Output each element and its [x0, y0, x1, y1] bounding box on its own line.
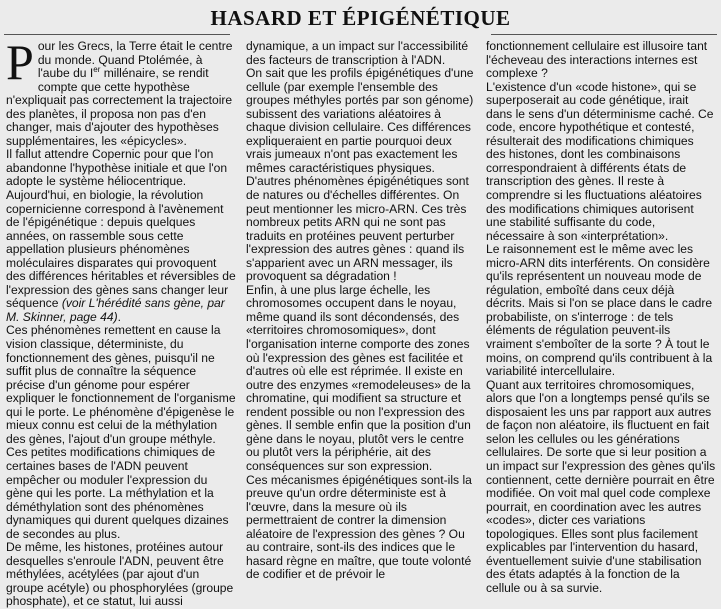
- paragraph-text: Aujourd'hui, en biologie, la révolution copernicienne correspond à l'avènement de l'épigénétique : depuis quelques années, on rassemble sous cette appellation plusieurs phénomènes moléculaires disparates qui provoquent des différences héritables et réversibles de l'expression des gènes sans changer leur séquence: [6, 188, 236, 311]
- paragraph: Ces mécanismes épigénétiques sont-ils la preuve qu'un ordre déterministe est à l'œuvre, dans la mesure où ils permettraient de contrer la dimension aléatoire de l'expression des gènes ? Ou au contraire, sont-ils des indices que le hasard règne en maître, que toute volonté de codifier et de prévoir le: [246, 472, 472, 582]
- paragraph: Ces phénomènes remettent en cause la vision classique, déterministe, du fonctionnement des gènes, puisqu'il ne suffit plus de connaître la séquence précise d'un génome pour espérer expliquer le fonctionnement de l'organisme qui le porte. Le phénomène d'épigenèse le mieux connu est celui de la méthylation des gènes, l'ajout d'un groupe méthyle. Ces petites modifications chimiques de certaines bases de l'ADN peuvent empêcher ou moduler l'expression du gène qui les porte. La méthylation et la déméthylation sont des phénomènes dynamiques qui durent quelques dizaines de secondes au plus.: [6, 323, 236, 541]
- paragraph: fonctionnement cellulaire est illusoire tant l'écheveau des interactions internes est complexe ?: [486, 39, 708, 81]
- column-2: [246, 40, 476, 596]
- paragraph: Il fallut attendre Copernic pour que l'on abandonne l'hypothèse initiale et que l'on adopte le système héliocentrique.: [6, 147, 228, 189]
- paragraph: dynamique, a un impact sur l'accessibilité des facteurs de transcription à l'ADN.: [246, 39, 469, 67]
- column-1: [6, 34, 236, 609]
- cross-reference: (voir L'hérédité sans gène, par M. Skinner, page 44): [6, 296, 225, 324]
- paragraph-text: our les Grecs, la Terre était le centre du monde. Quand Ptolémée, à l'aube du I: [37, 39, 233, 81]
- paragraph: [6, 189, 236, 324]
- article-body: [6, 34, 718, 609]
- article-title: HASARD ET ÉPIGÉNÉTIQUE: [210, 6, 511, 30]
- paragraph: D'autres phénomènes épigénétiques sont de natures ou d'échelles différentes. On peut mentionner les micro-ARN. Ces très nombreux petits ARN qui ne sont pas traduits en protéines peuvent perturber l'expression des autres gènes : quand ils s'apparient avec un ARN messager, ils provoquent sa dégradation !: [246, 174, 469, 284]
- paragraph: Enfin, à une plus large échelle, les chromosomes occupent dans le noyau, même quand ils sont décondensés, des «territoires chromosomiques», dont l'organisation interne comporte des zones où l'expression des gènes est facilitée et d'autres où elle est réprimée. Il existe en outre des enzymes «remodeleuses» de la chromatine, qui modifient sa structure et rendent possible ou non l'expression des gènes. Il semble enfin que la position d'un gène dans le noyau, plutôt vers le centre ou plutôt vers la périphérie, ait des conséquences sur son expression.: [246, 282, 471, 473]
- paragraph: [6, 34, 236, 148]
- paragraph-text: millénaire, se rendit compte que cette hypothèse n'expliquait pas correctement la trajectoire des planètes, il proposa non pas d'en changer, mais d'ajouter des hypothèses supplémentaires, les «épicycles».: [6, 66, 233, 148]
- paragraph: Quant aux territoires chromosomiques, alors que l'on a longtemps pensé qu'ils se disposaient les uns par rapport aux autres de façon non aléatoire, ils fluctuent en fait selon les cellules ou les générations cellulaires. De sorte que si leur position a un impact sur l'expression des gènes qu'ils contiennent, cette dernière pourrait en être modifiée. On voit mal quel code complexe pourrait, en coordination avec les autres «codes», dicter ces variations topologiques. Elles sont plus facilement explicables par l'intervention du hasard, éventuellement suivie d'une stabilisation des états adaptés à la fonction de la cellule ou à sa survie.: [486, 377, 716, 595]
- title-rule-left: [4, 34, 230, 35]
- column-3: [486, 40, 716, 596]
- paragraph: Le raisonnement est le même avec les micro-ARN dits interférents. On considère qu'ils représentent un nouveau mode de régulation, emboîté dans ceux déjà décrits. Mais si l'on se place dans le cadre probabiliste, on s'interroge : de tels éléments de régulation peuvent-ils vraiment s'emboîter de la sorte ? À tout le moins, on comprend qu'ils contribuent à la variabilité intercellulaire.: [486, 242, 713, 379]
- title-rule-right: [491, 34, 717, 35]
- paragraph: On sait que les profils épigénétiques d'une cellule (par exemple l'ensemble des groupes méthyles portés par son génome) subissent des variations aléatoires à chaque division cellulaire. Ces différences expliqueraient en partie pourquoi deux vrais jumeaux n'ont pas exactement les mêmes caractéristiques physiques.: [246, 66, 474, 175]
- paragraph-text: .: [117, 309, 121, 324]
- paragraph: De même, les histones, protéines autour desquelles s'enroule l'ADN, peuvent être méthylées, acétylées (par ajout d'un groupe acétyle) ou phosphorylées (groupe phosphate), et ce statut, lui aussi: [6, 540, 234, 609]
- paragraph: L'existence d'un «code histone», qui se superposerait au code génétique, irait dans le sens d'un déterminisme caché. Ce code, encore hypothétique et contesté, résulterait des modifications chimiques des histones, dont les combinaisons correspondraient à différents états de transcription des gènes. Il reste à comprendre si les fluctuations aléatoires des modifications chimiques autorisent une stabilité suffisante du code, nécessaire à son «interprétation».: [486, 79, 714, 243]
- drop-cap: P: [6, 34, 34, 90]
- superscript: er: [93, 65, 101, 75]
